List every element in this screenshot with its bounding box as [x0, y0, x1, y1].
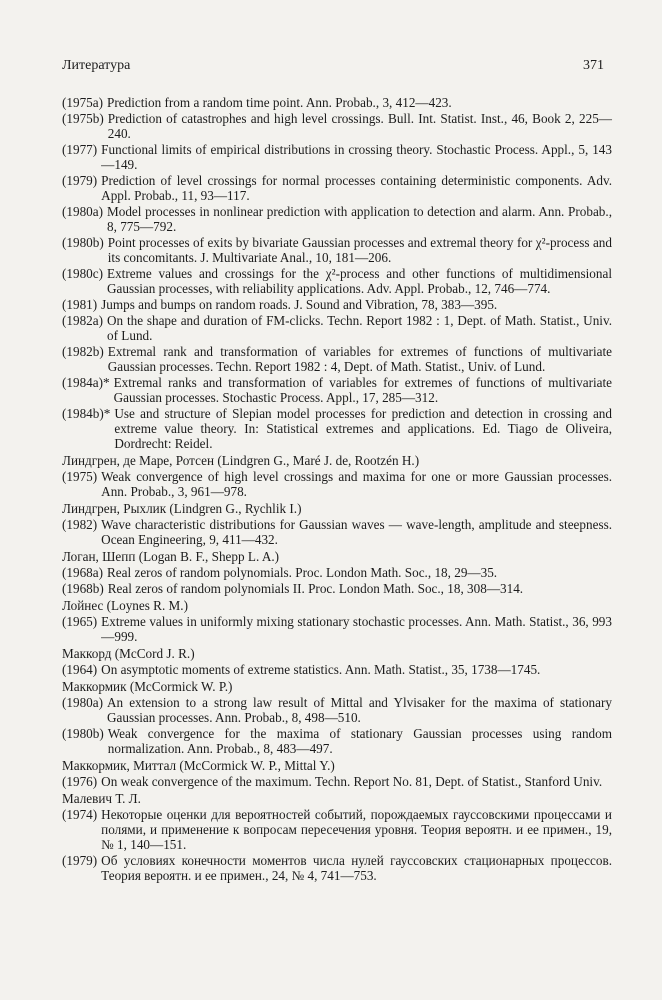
- reference-year-tag: (1982a): [62, 313, 104, 328]
- author-heading: Маккормик, Миттал (McCormick W. P., Mittal Y.): [62, 758, 335, 773]
- reference-year-tag: (1968a): [62, 565, 104, 580]
- reference-entry: [62, 375, 612, 405]
- reference-text: Real zeros of random polynomials II. Proc. London Math. Soc., 18, 308—314.: [107, 581, 524, 596]
- page-number: 371: [583, 58, 604, 73]
- reference-text: Model processes in nonlinear prediction with application to detection and alarm. Ann. Probab., 8, 775—792.: [107, 204, 612, 234]
- reference-entry: [62, 774, 612, 789]
- reference-year-tag: (1979): [62, 173, 98, 188]
- reference-year-tag: (1975a): [62, 95, 104, 110]
- reference-text: On asymptotic moments of extreme statistics. Ann. Math. Statist., 35, 1738—1745.: [101, 662, 541, 677]
- reference-entry: [62, 266, 612, 296]
- reference-text: Prediction of catastrophes and high level crossings. Bull. Int. Statist. Inst., 46, Book 2, 225—240.: [107, 111, 612, 141]
- reference-text: Некоторые оценки для вероятностей событий, порождаемых гауссовскими процессами и полями, и применение к вопросам пересечения уровня. Теория вероятн. и ее примен., 19, № 1, 140—151.: [101, 807, 612, 852]
- reference-text: Extremal ranks and transformation of variables for extremes of functions of multivariate Gaussian processes. Stochastic Process. Appl., 17, 285—312.: [113, 375, 612, 405]
- reference-year-tag: (1981): [62, 297, 98, 312]
- reference-list: [62, 95, 612, 884]
- reference-text: An extension to a strong law result of Mittal and Ylvisaker for the maxima of stationary Gaussian processes. Ann. Probab., 8, 498—510.: [107, 695, 612, 725]
- reference-entry: [62, 695, 612, 725]
- reference-year-tag: (1984a)*: [62, 375, 110, 390]
- reference-year-tag: (1964): [62, 662, 98, 677]
- reference-year-tag: (1976): [62, 774, 98, 789]
- reference-text: Wave characteristic distributions for Gaussian waves — wave-length, amplitude and steepness. Ocean Engineering, 9, 411—432.: [101, 517, 612, 547]
- reference-entry: [62, 581, 612, 596]
- reference-year-tag: (1982b): [62, 344, 104, 359]
- reference-text: Use and structure of Slepian model processes for prediction and detection in crossing and extreme value theory. In: Statistical extremes and applications. Ed. Tiago de Oliveira, Dordrecht: Reidel.: [114, 406, 612, 451]
- page-header: [62, 58, 604, 74]
- reference-text: Point processes of exits by bivariate Gaussian processes and extremal theory for χ²-process and its concomitants. J. Multivariate Anal., 10, 181—206.: [107, 235, 612, 265]
- reference-year-tag: (1980a): [62, 695, 104, 710]
- reference-text: Extreme values and crossings for the χ²-process and other functions of multidimensional Gaussian processes, with reliability applications. Adv. Appl. Probab., 12, 746—774.: [107, 266, 612, 296]
- reference-entry: [62, 111, 612, 141]
- reference-entry: [62, 235, 612, 265]
- reference-year-tag: (1977): [62, 142, 98, 157]
- author-heading: Логан, Шепп (Logan B. F., Shepp L. A.): [62, 549, 280, 564]
- reference-year-tag: (1979): [62, 853, 98, 868]
- reference-year-tag: (1980c): [62, 266, 104, 281]
- reference-year-tag: (1975b): [62, 111, 104, 126]
- reference-text: Weak convergence for the maxima of stationary Gaussian processes using random normalization. Ann. Probab., 8, 483—497.: [107, 726, 612, 756]
- reference-entry: [62, 406, 612, 451]
- reference-entry: [62, 807, 612, 852]
- reference-text: On weak convergence of the maximum. Techn. Report No. 81, Dept. of Statist., Stanford Univ.: [101, 774, 603, 789]
- reference-entry: [62, 313, 612, 343]
- reference-entry: [62, 469, 612, 499]
- reference-text: Extremal rank and transformation of variables for extremes of functions of multivariate Gaussian processes. Techn. Report 1982 : 4, Dept. of Math. Statist., Univ. of Lund.: [107, 344, 612, 374]
- author-heading: Малевич Т. Л.: [62, 791, 141, 806]
- reference-entry: [62, 297, 612, 312]
- reference-entry: [62, 173, 612, 203]
- reference-year-tag: (1974): [62, 807, 98, 822]
- author-heading: Маккорд (McCord J. R.): [62, 646, 195, 661]
- reference-entry: [62, 517, 612, 547]
- reference-text: On the shape and duration of FM-clicks. Techn. Report 1982 : 1, Dept. of Math. Statist., Univ. of Lund.: [107, 313, 612, 343]
- reference-entry: [62, 95, 612, 110]
- reference-entry: [62, 614, 612, 644]
- reference-year-tag: (1982): [62, 517, 98, 532]
- reference-text: Prediction from a random time point. Ann. Probab., 3, 412—423.: [107, 95, 452, 110]
- author-heading: Линдгрен, Рыхлик (Lindgren G., Rychlik I.): [62, 501, 302, 516]
- reference-entry: [62, 565, 612, 580]
- reference-year-tag: (1980a): [62, 204, 104, 219]
- reference-year-tag: (1980b): [62, 235, 104, 250]
- reference-entry: [62, 726, 612, 756]
- reference-year-tag: (1984b)*: [62, 406, 111, 421]
- reference-year-tag: (1965): [62, 614, 98, 629]
- author-heading: Маккормик (McCormick W. P.): [62, 679, 233, 694]
- reference-text: Functional limits of empirical distributions in crossing theory. Stochastic Process. Appl., 5, 143—149.: [101, 142, 612, 172]
- reference-text: Prediction of level crossings for normal processes containing deterministic components. Adv. Appl. Probab., 11, 93—117.: [101, 173, 612, 203]
- author-heading: Лойнес (Loynes R. M.): [62, 598, 188, 613]
- reference-entry: [62, 344, 612, 374]
- reference-entry: [62, 142, 612, 172]
- author-heading: Линдгрен, де Маре, Ротсен (Lindgren G., Maré J. de, Rootzén H.): [62, 453, 420, 468]
- reference-year-tag: (1968b): [62, 581, 104, 596]
- running-title: Литература: [62, 58, 131, 73]
- reference-year-tag: (1980b): [62, 726, 104, 741]
- reference-entry: [62, 204, 612, 234]
- reference-text: Об условиях конечности моментов числа нулей гауссовских стационарных процессов. Теория вероятн. и ее примен., 24, № 4, 741—753.: [101, 853, 612, 883]
- reference-text: Jumps and bumps on random roads. J. Sound and Vibration, 78, 383—395.: [101, 297, 498, 312]
- reference-text: Weak convergence of high level crossings and maxima for one or more Gaussian processes. Ann. Probab., 3, 961—978.: [101, 469, 612, 499]
- reference-year-tag: (1975): [62, 469, 98, 484]
- reference-entry: [62, 662, 612, 677]
- reference-entry: [62, 853, 612, 883]
- reference-text: Extreme values in uniformly mixing stationary stochastic processes. Ann. Math. Statist., 36, 993—999.: [101, 614, 612, 644]
- reference-text: Real zeros of random polynomials. Proc. London Math. Soc., 18, 29—35.: [107, 565, 498, 580]
